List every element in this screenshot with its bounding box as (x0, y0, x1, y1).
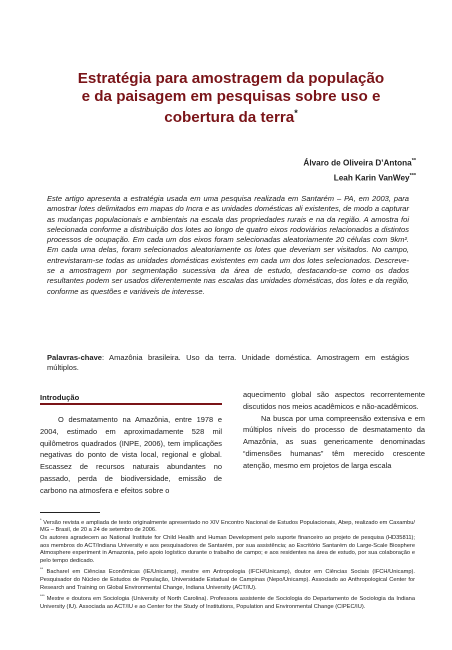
keywords-text: : Amazônia brasileira. Uso da terra. Unidade doméstica. Amostragem em estágios múltiplos. (47, 353, 409, 373)
author-list (303, 155, 416, 184)
footnote-1-marker: * (40, 517, 42, 522)
footnote-1 (40, 516, 415, 535)
body-column-left (40, 414, 222, 496)
intro-paragraph-1: O desmatamento na Amazônia, entre 1978 e 2004, estimado em aproximadamente 528 mil quilômetros quadrados (INPE, 2006), tem implicações negativas do ponto de vista local, regional e global. Escassez de recursos naturais abundantes no passado, perda de biodiversidade, emissão de carbono na atmosfera e efeitos sobre o (40, 415, 222, 495)
author-1-name: Álvaro de Oliveira D’Antona (303, 158, 412, 168)
keywords (47, 353, 409, 374)
footnote-2-text: Bacharel em Ciências Econômicas (IE/Unicamp), mestre em Antropologia (IFCH/Unicamp), doutor em Ciências Sociais (IFCH/Unicamp). Pesquisador do Núcleo de Estudos de População, Universidade Estadual de Campinas (Nepo/Unicamp). Associado ao Anthropological Center for Research and Training on Global Environmental Change, Indiana University (ACT/IU). (40, 569, 415, 591)
section-heading: Introdução (40, 393, 80, 402)
keywords-label: Palavras-chave (47, 353, 102, 362)
footnote-3 (40, 592, 415, 611)
footnote-2 (40, 565, 415, 592)
title-line-3: cobertura da terra (164, 109, 295, 127)
footnote-3-marker: *** (40, 593, 45, 599)
title-footnote-marker: * (294, 108, 298, 119)
author-2 (303, 170, 416, 185)
article-title (46, 70, 416, 127)
footnote-3-text: Mestre e doutora em Sociologia (University of North Carolina). Professora assistente de Sociologia do Departamento de Sociologia da Indiana University (IU). Associada ao ACT/IU e ao Center for the Study of Institutions, Population and Environmental Change (CIPEC/IU). (40, 596, 415, 610)
intro-paragraph-1-continued: aquecimento global são aspectos recorrentemente discutidos nos meios acadêmicos e não-acadêmicos. (243, 390, 425, 411)
footnotes (40, 516, 415, 611)
abstract: Este artigo apresenta a estratégia usada em uma pesquisa realizada em Santarém – PA, em 2003, para amostrar lotes delimitados em mapas do Incra e as unidades domésticas ali existentes, de modo a capturar as mudanças populacionais e ambientais na escala das propriedades rurais e na da região. A amostra foi selecionada conforme a distribuição dos lotes ao longo de quatro eixos rodoviários relacionados a distintos processos de ocupação. Em cada um dos eixos foram selecionadas aleatoriamente 20 células com 9km². Em cada uma delas, foram selecionados aleatoriamente os lotes que deveriam ser visitados. No campo, entrevistaram-se todas as unidades domésticas existentes em cada um dos lotes selecionados. Descreve-se a amostragem por segmentação sucessiva da área de estudo, destacando-se como os dados resultantes podem ser usados diferentemente nas escalas das unidades domésticas, dos lotes e da região, conforme as questões e variáveis de interesse. (47, 194, 409, 296)
title-line-1: Estratégia para amostragem da população (77, 70, 385, 87)
body-column-right (243, 389, 425, 471)
footnote-divider (40, 512, 100, 513)
author-2-name: Leah Karin VanWey (333, 173, 410, 183)
title-line-2: e da paisagem em pesquisas sobre uso e (81, 87, 381, 105)
author-1 (303, 155, 416, 170)
footnote-2-marker: ** (40, 566, 44, 572)
footnote-1-text: Versão revista e ampliada de texto originalmente apresentado no XIV Encontro Nacional de Estudos Populacionais, Abep, realizado em Caxambu/ MG – Brasil, de 20 a 24 de setembro de 2006. (40, 519, 415, 534)
author-1-marker: ** (411, 158, 416, 164)
footnote-1-acknowledgments: Os autores agradecem ao National Institute for Child Health and Human Development pelo suporte financeiro ao projeto de pesquisa (HD35811); aos membros do ACT/Indiana University e aos pesquisadores de Santarém, por sua assistência; ao Escritório Santarém do Large-Scale Biosphere Atmosphere experiment in Amazonia, pelo apoio logístico durante o trabalho de campo; e aos residentes na área de estudo, por sua colaboração e pelo tempo dedicado. (40, 535, 415, 564)
intro-paragraph-2: Na busca por uma compreensão extensiva e em múltiplos níveis do processo de desmatamento da Amazônia, as suas genericamente denominadas “dimensões humanas” têm merecido crescente atenção, mesmo em projetos de larga escala (243, 413, 425, 470)
author-2-marker: *** (409, 172, 416, 179)
section-divider (40, 403, 222, 405)
